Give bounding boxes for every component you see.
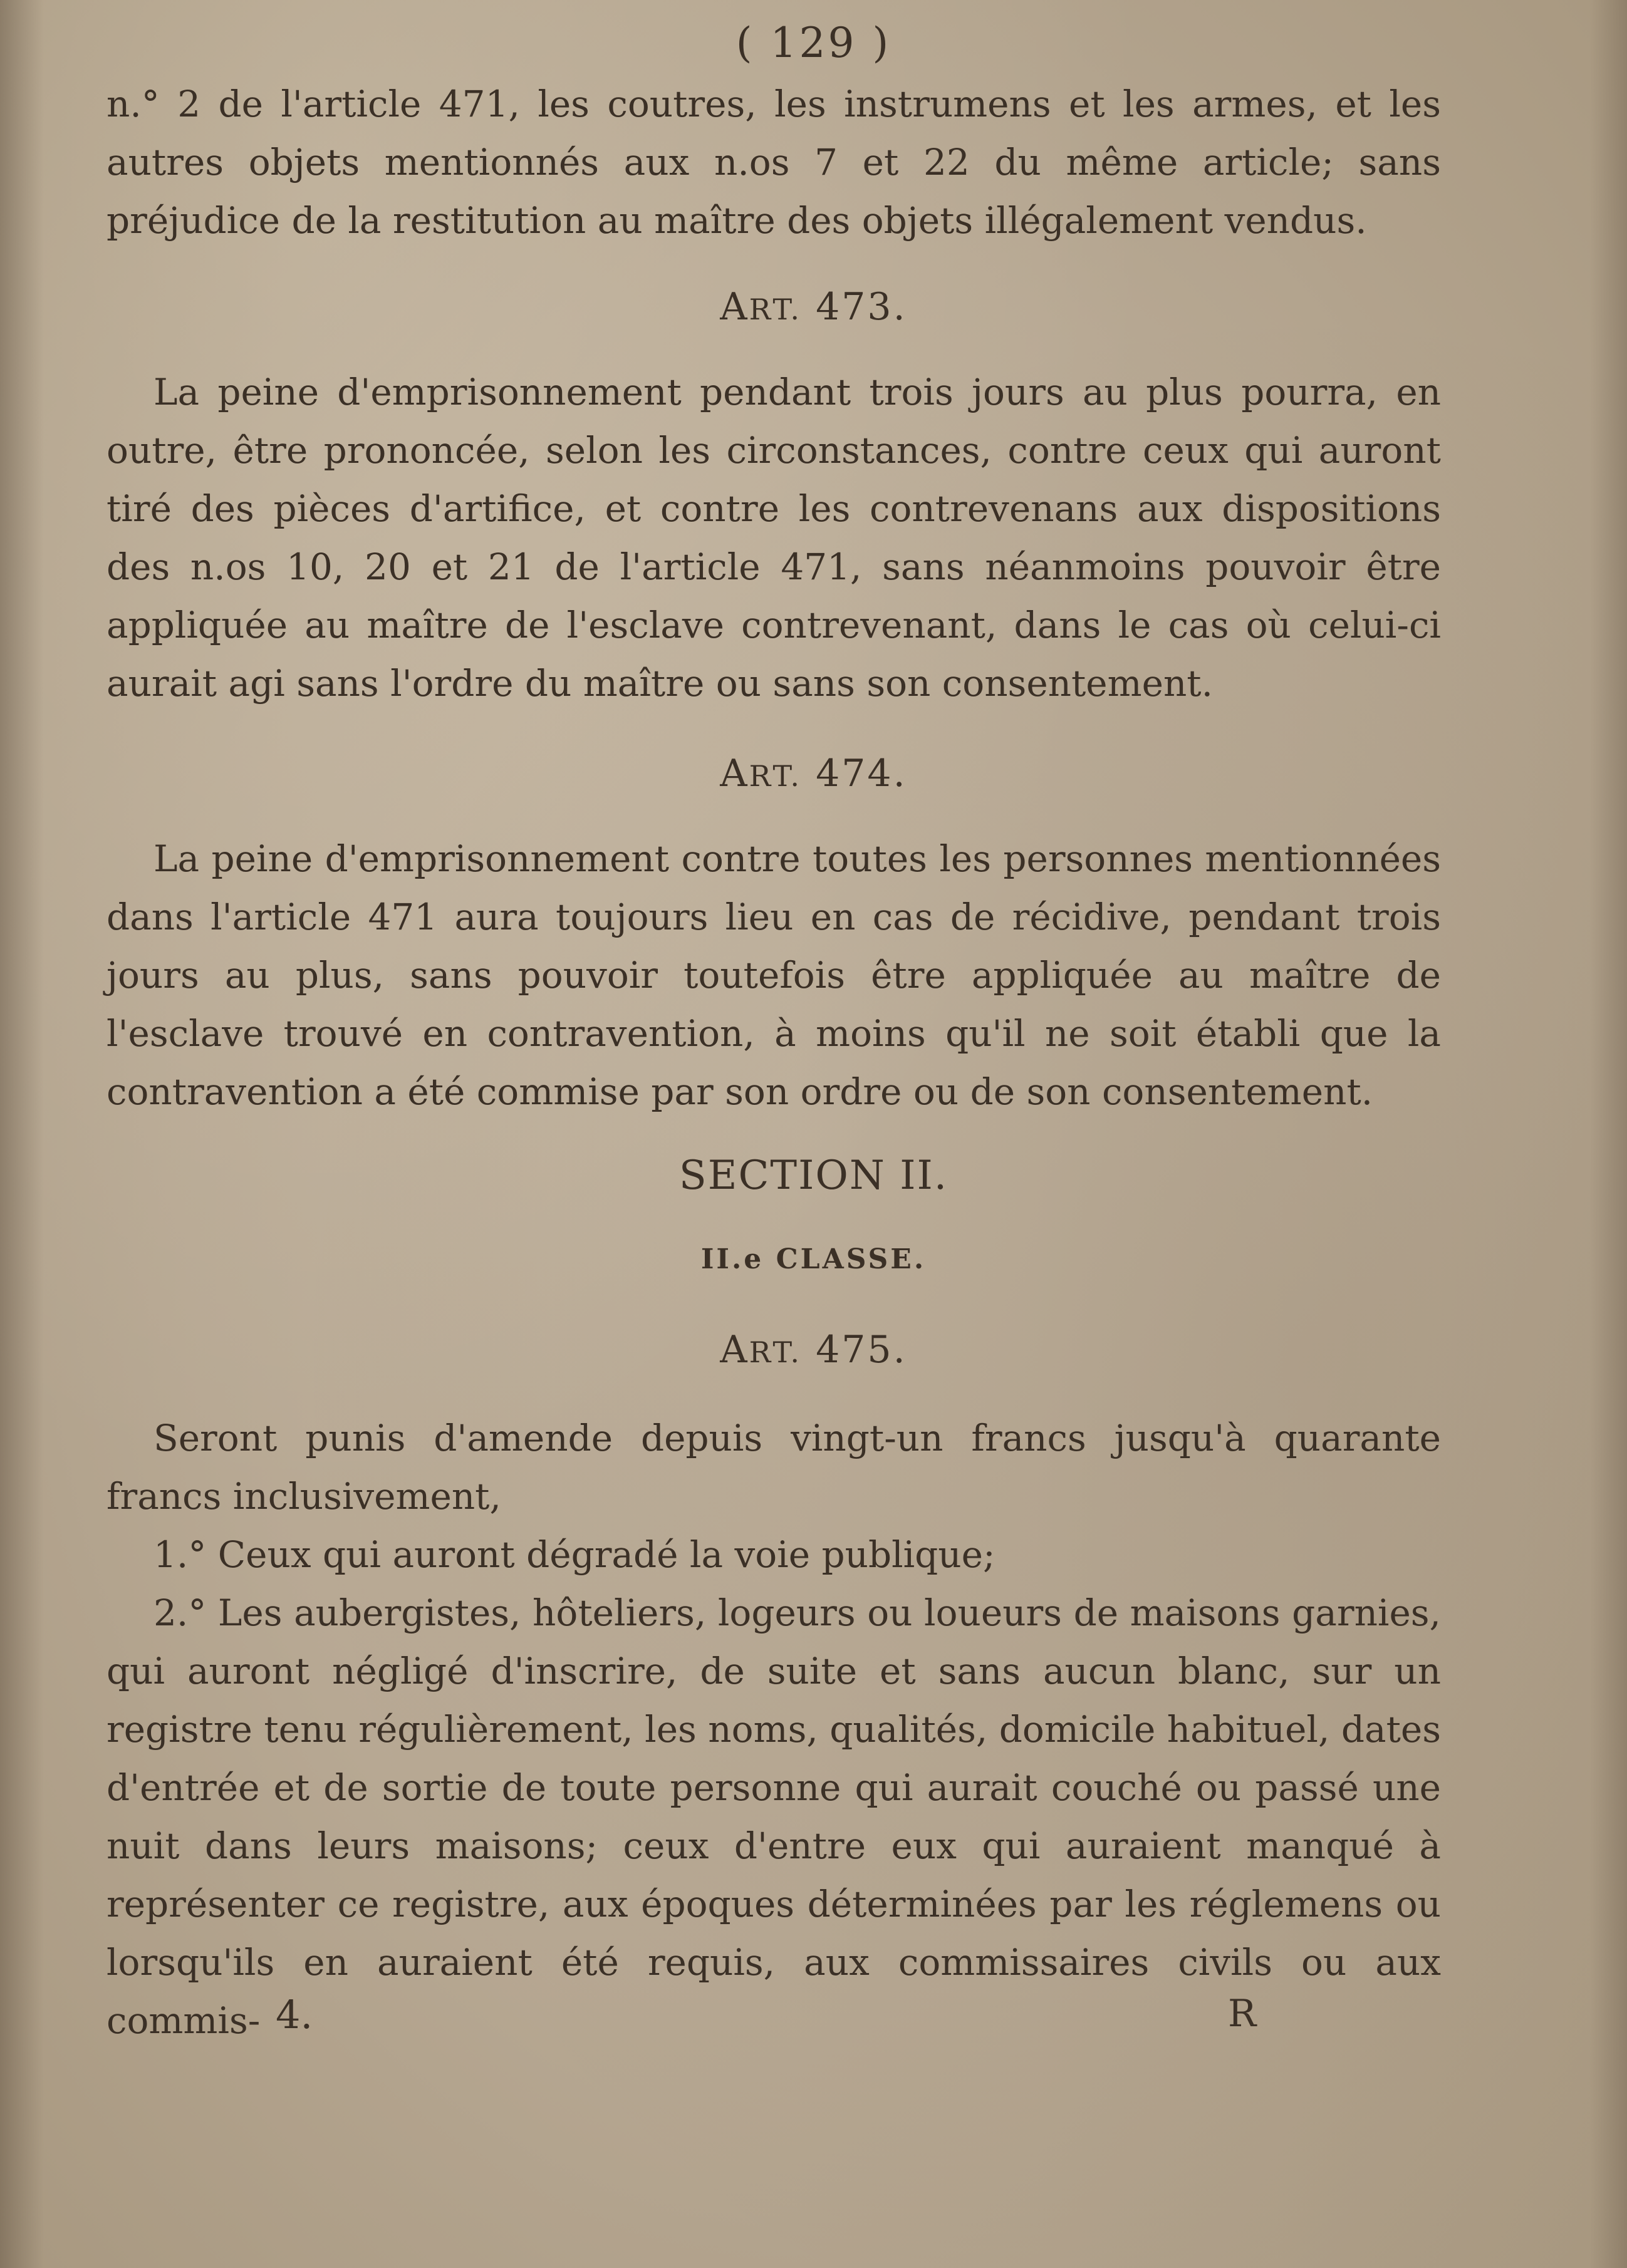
heading-prefix: A (720, 285, 749, 329)
article-475-text (107, 1409, 1441, 2050)
paragraph-text: La peine d'emprisonnement contre toutes les personnes mentionnées dans l'article 471 aura toujours lieu en cas de récidive, pendant trois jours au plus, sans pouvoir toutefois être appliquée au maître de l'esclave trouvé en contravention, à moins qu'il ne soit établi que la contravention a été commise par son ordre ou de son consentement. (107, 837, 1441, 1113)
signature-letter: R (1228, 1992, 1257, 2036)
heading-number: 475. (802, 1328, 907, 1372)
article-474-text (107, 830, 1441, 1121)
article-473-heading (0, 285, 1627, 329)
heading-smallcaps: RT. (749, 759, 803, 793)
class-title: II.e CLASSE. (700, 1243, 927, 1275)
signature-mark: 4. (276, 1992, 313, 2038)
heading-number: 473. (802, 285, 907, 329)
intro-text: Seront punis d'amende depuis vingt-un francs jusqu'à quarante francs inclusivement, (107, 1417, 1441, 1518)
article-474-heading (0, 752, 1627, 795)
article-475-heading (0, 1328, 1627, 1372)
heading-prefix: A (720, 1328, 749, 1372)
paragraph-text: La peine d'emprisonnement pendant trois jours au plus pourra, en outre, être prononcée, selon les circonstances, contre ceux qui auront tiré des pièces d'artifice, et contre les contrevenans aux dispositions des n.os 10, 20 et 21 de l'article 471, sans néanmoins pouvoir être appliquée au maître de l'esclave contrevenant, dans le cas où celui-ci aurait agi sans l'ordre du maître ou sans son consentement. (107, 371, 1441, 705)
heading-prefix: A (720, 752, 749, 795)
heading-smallcaps: RT. (749, 1335, 803, 1369)
section-title: SECTION II. (678, 1152, 949, 1199)
continuation-paragraph (107, 75, 1441, 250)
list-item: 2.° Les aubergistes, hôteliers, logeurs ou loueurs de maisons garnies, qui auront négligé d'inscrire, de suite et sans aucun blanc, sur un registre tenu régulièrement, les noms, qualités, domicile habituel, dates d'entrée et de sortie de toute personne qui aurait couché ou passé une nuit dans leurs maisons; ceux d'entre eux qui auraient manqué à représenter ce registre, aux époques déterminées par les réglemens ou lorsqu'ils en auraient été requis, aux commissaires civils ou aux commis- (107, 1592, 1441, 2042)
page-number: ( 129 ) (736, 19, 891, 67)
paragraph-text: n.° 2 de l'article 471, les coutres, les instrumens et les armes, et les autres objets mentionnés aux n.os 7 et 22 du même article; sans préjudice de la restitution au maître des objets illégalement vendus. (107, 83, 1441, 242)
article-473-text (107, 363, 1441, 713)
heading-smallcaps: RT. (749, 293, 803, 326)
list-item: 1.° Ceux qui auront dégradé la voie publique; (153, 1533, 995, 1576)
heading-number: 474. (802, 752, 907, 795)
